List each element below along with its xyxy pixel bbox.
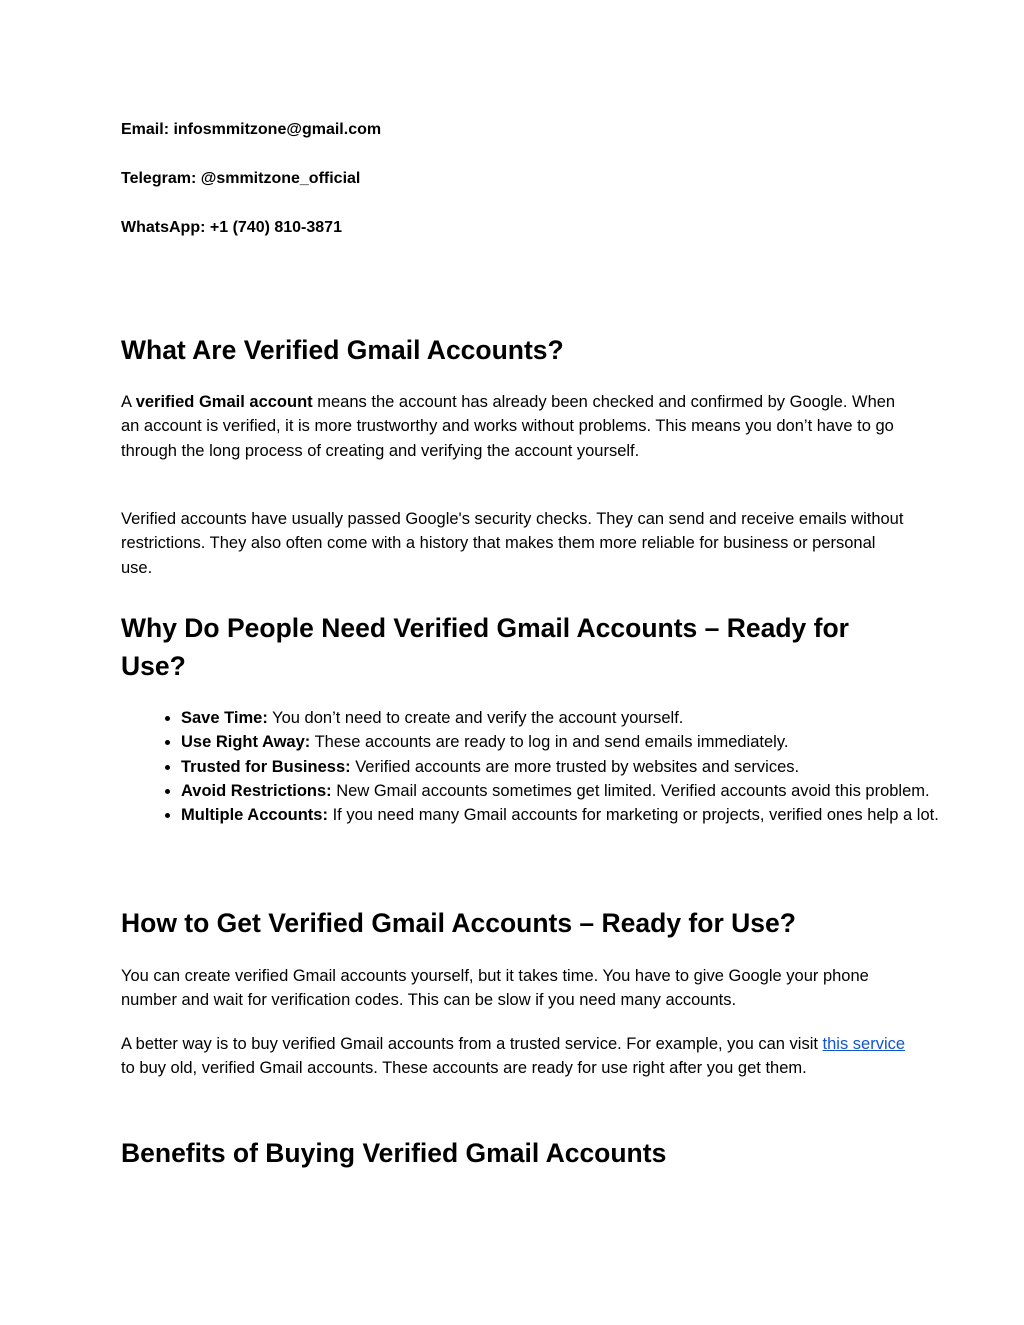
item-text: Verified accounts are more trusted by websites and services. <box>350 757 800 776</box>
item-text: You don’t need to create and verify the account yourself. <box>267 709 684 727</box>
text: means the account has already been checked and confirmed by Google. When an account is verified, it is more trustworthy and works without problems. This means you don’t have to go through the long process of creating and verifying the account yourself. <box>121 393 896 460</box>
paragraph <box>121 390 911 463</box>
item-text: If you need many Gmail accounts for marketing or projects, verified ones help a lot. <box>327 806 939 825</box>
list-item <box>181 779 971 803</box>
text: A better way is to buy verified Gmail accounts from a trusted service. For example, you can visit <box>121 1035 823 1053</box>
list-item <box>181 730 971 754</box>
list-item <box>181 755 971 779</box>
item-text: These accounts are ready to log in and send emails immediately. <box>310 733 789 752</box>
list-item <box>181 803 971 827</box>
paragraph <box>121 1032 911 1081</box>
telegram-line: Telegram: @smmitzone_official <box>121 170 361 187</box>
benefits-list <box>121 706 971 827</box>
item-label: Save Time: <box>181 709 268 727</box>
item-label: Avoid Restrictions: <box>181 781 332 800</box>
item-label: Use Right Away: <box>181 733 311 752</box>
list-item <box>181 706 971 730</box>
bold-text: verified Gmail account <box>135 393 313 411</box>
item-label: Multiple Accounts: <box>181 806 328 825</box>
email-line: Email: infosmmitzone@gmail.com <box>121 121 382 138</box>
service-link[interactable]: this service <box>822 1035 906 1053</box>
text: to buy old, verified Gmail accounts. These accounts are ready for use right after you get them. <box>121 1059 807 1078</box>
paragraph: You can create verified Gmail accounts yourself, but it takes time. You have to give Google your phone number and wait for verification codes. This can be slow if you need many accounts. <box>121 967 869 1010</box>
heading-why-need: Why Do People Need Verified Gmail Accounts – Ready for Use? <box>121 613 849 681</box>
heading-benefits: Benefits of Buying Verified Gmail Accounts <box>121 1138 667 1168</box>
whatsapp-line: WhatsApp: +1 (740) 810-3871 <box>121 219 342 236</box>
text: A <box>121 393 136 411</box>
item-label: Trusted for Business: <box>181 757 351 776</box>
item-text: New Gmail accounts sometimes get limited. Verified accounts avoid this problem. <box>331 781 930 800</box>
heading-how-to-get: How to Get Verified Gmail Accounts – Ready for Use? <box>121 908 796 938</box>
paragraph: Verified accounts have usually passed Google's security checks. They can send and receive emails without restrictions. They also often come with a history that makes them more reliable for business or personal use. <box>121 510 904 577</box>
heading-what-are: What Are Verified Gmail Accounts? <box>121 335 564 365</box>
